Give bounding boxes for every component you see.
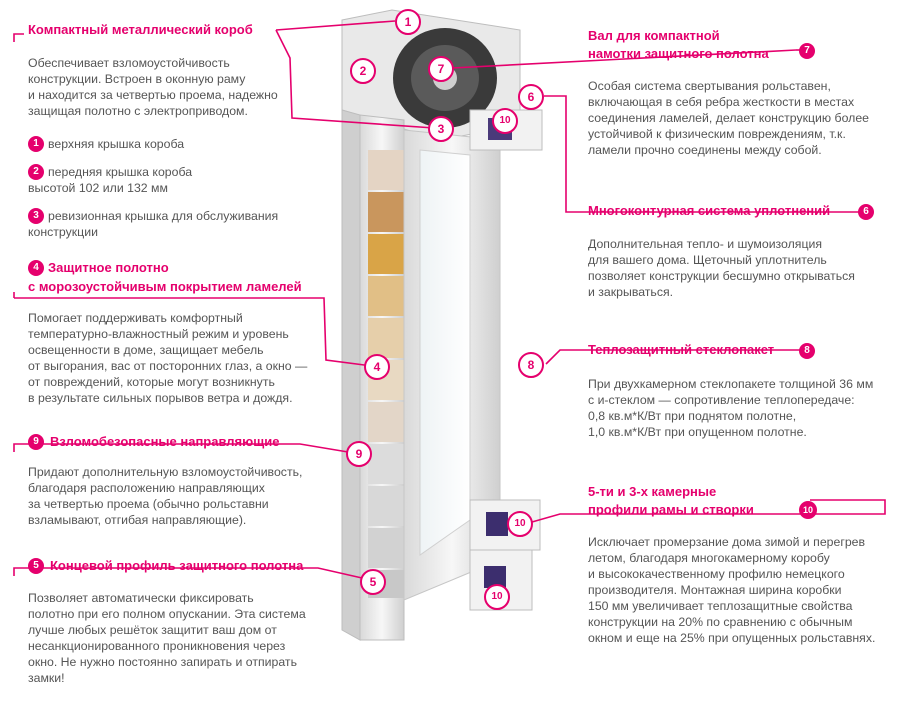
- callout-5: 5: [360, 569, 386, 595]
- item-3-text: ревизионная крышка для обслуживания конструкции: [28, 209, 279, 239]
- callout-6: 6: [518, 84, 544, 110]
- profiles-title-2: профили рамы и створки: [588, 502, 754, 517]
- callout-1: 1: [395, 9, 421, 35]
- curtain-title-2: с морозоустойчивым покрытием ламелей: [28, 279, 302, 294]
- profiles-title-1: 5-ти и 3-х камерные: [588, 484, 717, 499]
- item-2-text: передняя крышка короба высотой 102 или 132 мм: [28, 165, 193, 195]
- curtain-title-1: Защитное полотно: [48, 260, 169, 275]
- curtain-desc: Помогает поддерживать комфортный температурно-влажностный режим и уровень освещенности в доме, защищает мебель от выгорания, вас от посторонних глаз, а окно — от повреждений, которые могут возникнуть в результате сильных порывов ветра и дождя.: [28, 311, 308, 405]
- seals-badge: 6: [858, 204, 874, 220]
- curtain-badge: 4: [28, 260, 44, 276]
- item-1-text: верхняя крышка короба: [48, 137, 185, 151]
- shaft-badge: 7: [799, 43, 815, 59]
- guides-desc: Придают дополнительную взломоустойчивость, благодаря расположению направляющих за четвертью проема (обычно рольставни взламывают, отгибая направляющие).: [28, 465, 303, 527]
- box-desc: Обеспечивает взломоустойчивость конструкции. Встроен в оконную раму и находится за четвертью проема, надежно защищая полотно с электроприводом.: [28, 56, 278, 118]
- end-profile-desc: Позволяет автоматически фиксировать полотно при его полном опускании. Эта система лучше любых решёток защитит ваш дом от несанкционированного проникновения через окно. Не нужно постоянно запирать и отпирать замки!: [28, 591, 306, 685]
- callout-4: 4: [364, 354, 390, 380]
- seals-title: Многоконтурная система уплотнений: [588, 203, 831, 218]
- callout-10-mid: 10: [507, 511, 533, 537]
- callout-7: 7: [428, 56, 454, 82]
- end-profile-title: Концевой профиль защитного полотна: [50, 558, 304, 573]
- item-1-badge: 1: [28, 136, 44, 152]
- callout-8: 8: [518, 352, 544, 378]
- guides-title: Взломобезопасные направляющие: [50, 434, 280, 449]
- glass-title: Теплозащитный стеклопакет: [588, 342, 775, 357]
- callout-10-top: 10: [492, 108, 518, 134]
- callout-10-bottom: 10: [484, 584, 510, 610]
- item-3-badge: 3: [28, 208, 44, 224]
- shaft-title-2: намотки защитного полотна: [588, 46, 769, 61]
- box-title: Компактный металлический короб: [28, 22, 253, 37]
- callout-3: 3: [428, 116, 454, 142]
- callout-2: 2: [350, 58, 376, 84]
- item-2-badge: 2: [28, 164, 44, 180]
- glass-desc: При двухкамерном стеклопакете толщиной 36 мм с и-стеклом — сопротивление теплопередаче: 0,8 кв.м*К/Вт при поднятом полотне, 1,0 кв.м*К/Вт при опущенном полотне.: [588, 377, 874, 439]
- glass-badge: 8: [799, 343, 815, 359]
- profiles-desc: Исключает промерзание дома зимой и перегрев летом, благодаря многокамерному коробу и высококачественному профилю немецкого производителя. Монтажная ширина коробки 150 мм увеличивает теплозащитные свойства конструкции на 20% по сравнению с обычным окном и еще на 25% при опущенных рольставнях.: [588, 535, 876, 645]
- callout-9: 9: [346, 441, 372, 467]
- shaft-desc: Особая система свертывания рольставен, включающая в себя ребра жесткости в местах соединения ламелей, делает конструкцию более устойчивой к физическим повреждениям, т.к. ламели прочно соединены между собой.: [588, 79, 869, 157]
- guides-badge: 9: [28, 434, 44, 450]
- profiles-badge: 10: [799, 501, 817, 519]
- end-profile-badge: 5: [28, 558, 44, 574]
- seals-desc: Дополнительная тепло- и шумоизоляция для вашего дома. Щеточный уплотнитель позволяет конструкции бесшумно открываться и закрываться.: [588, 237, 855, 299]
- window-illustration: [342, 10, 542, 640]
- shaft-title-1: Вал для компактной: [588, 28, 720, 43]
